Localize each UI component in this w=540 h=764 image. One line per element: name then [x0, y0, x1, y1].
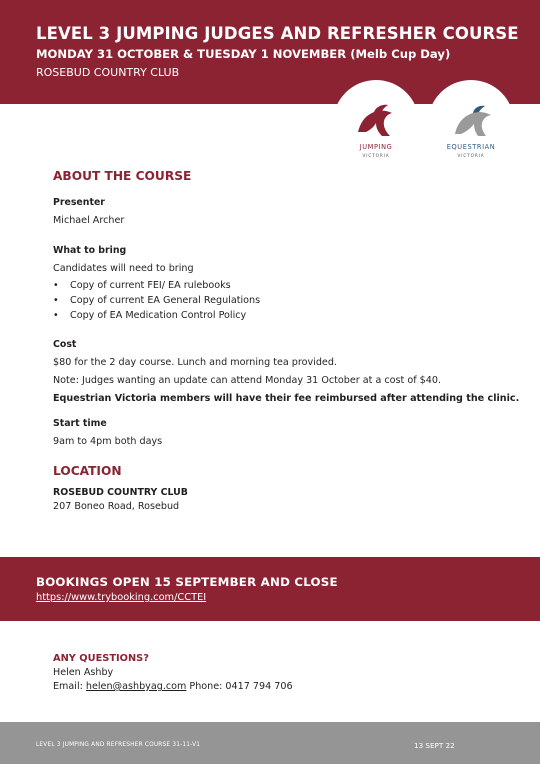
start-time-value: 9am to 4pm both days: [53, 436, 163, 447]
cost-line: $80 for the 2 day course. Lunch and morning tea provided.: [53, 357, 337, 368]
jumping-victoria-logo: [333, 80, 419, 166]
horse-head-icon: [352, 102, 400, 140]
cost-note: Note: Judges wanting an update can attend Monday 31 October at a cost of $40.: [53, 375, 442, 386]
jumping-logo-subtext: VICTORIA: [362, 153, 390, 158]
presenter-label: Presenter: [53, 197, 105, 208]
footer-bar: [0, 722, 540, 764]
equestrian-logo-subtext: VICTORIA: [457, 153, 485, 158]
location-address: 207 Boneo Road, Rosebud: [53, 501, 180, 512]
header-venue: ROSEBUD COUNTRY CLUB: [36, 66, 180, 79]
page-title: LEVEL 3 JUMPING JUDGES AND REFRESHER COURSE: [36, 24, 519, 43]
contact-details: Email: helen@ashbyag.com Phone: 0417 794 706: [53, 681, 293, 692]
footer-date: 13 SEPT 22: [414, 741, 455, 750]
footer-document-ref: LEVEL 3 JUMPING AND REFRESHER COURSE 31-11-V1: [36, 742, 201, 748]
questions-heading: ANY QUESTIONS?: [53, 653, 149, 664]
cost-label: Cost: [53, 339, 77, 350]
presenter-name: Michael Archer: [53, 215, 125, 226]
equestrian-logo-text: EQUESTRIAN: [446, 143, 496, 151]
list-item: • Copy of EA Medication Control Policy: [53, 310, 247, 321]
cost-reimbursement: Equestrian Victoria members will have their fee reimbursed after attending the clinic.: [53, 393, 520, 404]
start-time-label: Start time: [53, 418, 107, 429]
booking-link[interactable]: https://www.trybooking.com/CCTEI: [36, 592, 207, 603]
list-item: • Copy of current FEI/ EA rulebooks: [53, 280, 231, 291]
bring-label: What to bring: [53, 245, 127, 256]
location-name: ROSEBUD COUNTRY CLUB: [53, 487, 188, 498]
horse-head-icon: [447, 102, 495, 140]
list-item: • Copy of current EA General Regulations: [53, 295, 261, 306]
booking-title: BOOKINGS OPEN 15 SEPTEMBER AND CLOSE: [36, 575, 338, 589]
contact-name: Helen Ashby: [53, 667, 114, 678]
email-link[interactable]: helen@ashbyag.com: [85, 681, 187, 692]
bring-intro: Candidates will need to bring: [53, 263, 194, 274]
location-heading: LOCATION: [53, 464, 122, 478]
equestrian-victoria-logo: [428, 80, 514, 166]
booking-banner: [0, 557, 540, 621]
course-dates: MONDAY 31 OCTOBER & TUESDAY 1 NOVEMBER (Melb Cup Day): [36, 47, 451, 61]
jumping-logo-text: JUMPING: [359, 143, 393, 151]
about-heading: ABOUT THE COURSE: [53, 169, 192, 183]
